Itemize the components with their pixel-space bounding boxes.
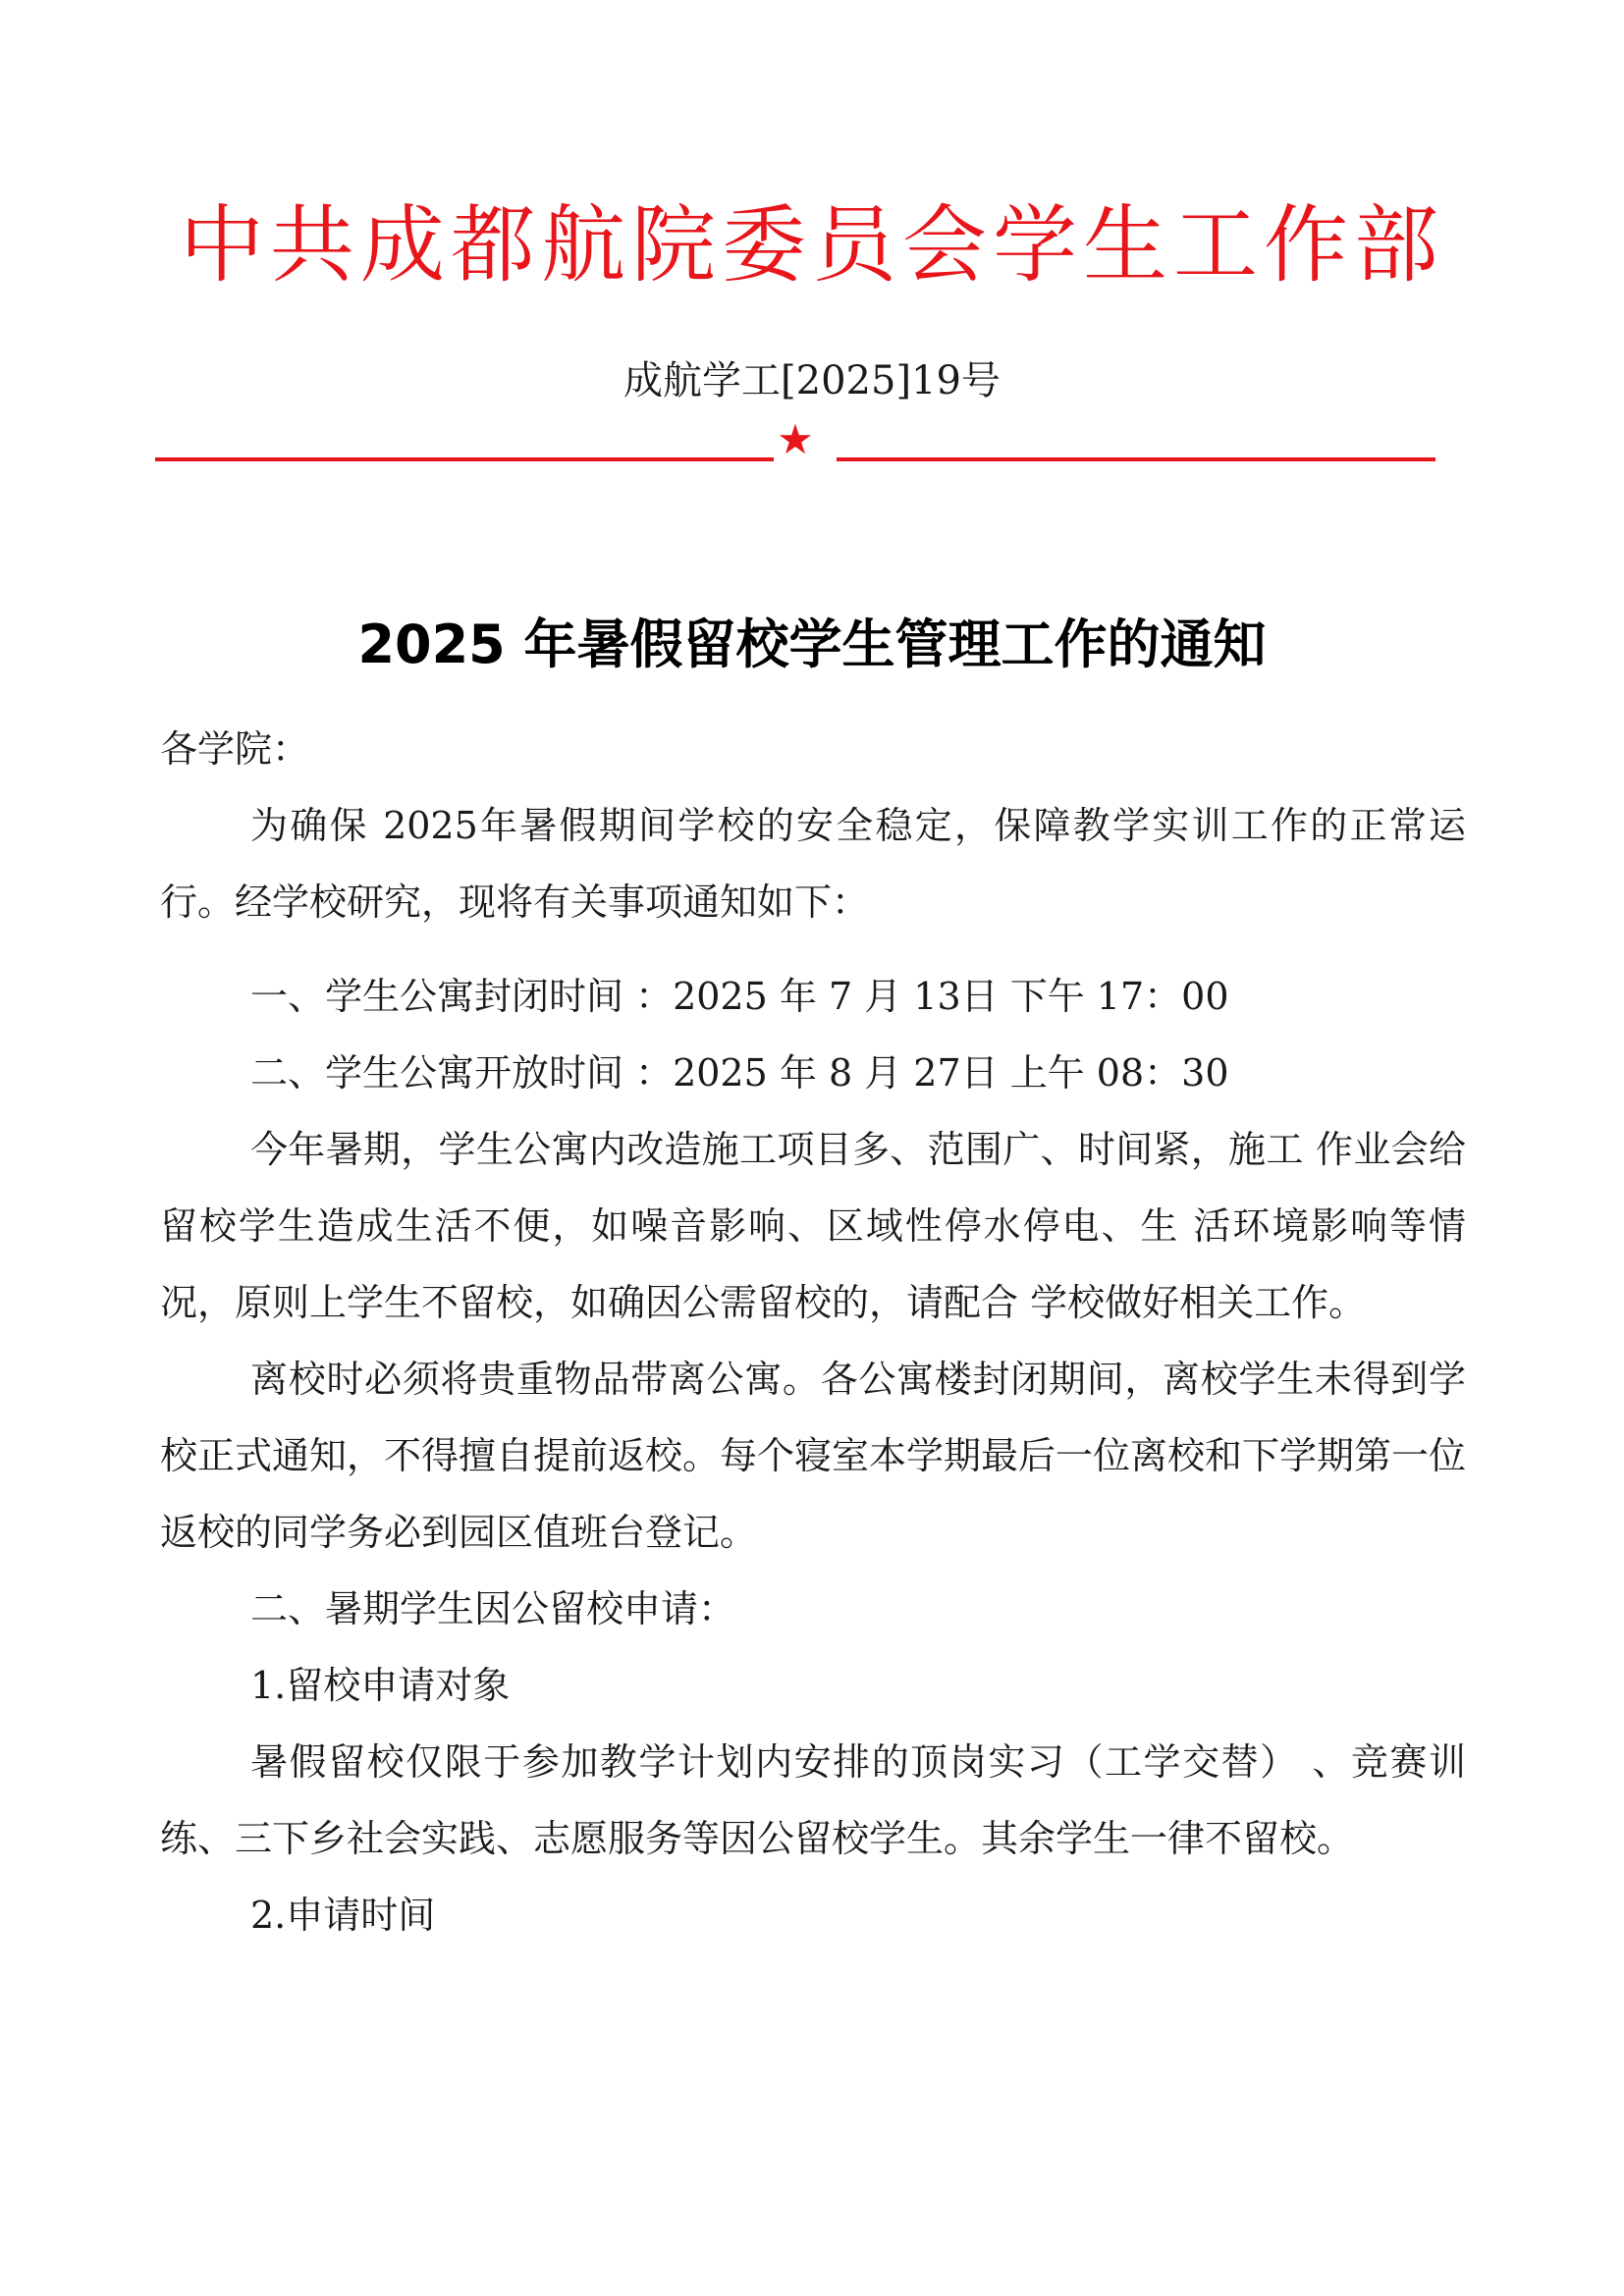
- notice-body: [160, 711, 1466, 1953]
- leaving-school-paragraph: 离校时必须将贵重物品带离公寓。各公寓楼封闭期间，离校学生未得到学校正式通知，不得擅自提前返校。每个寝室本学期最后一位离校和下学期第一位返校的同学务必到园区值班台登记。: [160, 1358, 1467, 1554]
- red-divider-right: [837, 457, 1435, 461]
- dorm-opening-time: 二、学生公寓开放时间 ：2025 年 8 月 27日 上午 08：30: [250, 1051, 1229, 1095]
- dorm-closing-time: 一、学生公寓封闭时间 ：2025 年 7 月 13日 下午 17：00: [250, 975, 1229, 1018]
- construction-paragraph: 今年暑期，学生公寓内改造施工项目多、范围广、时间紧，施工 作业会给留校学生造成生活不便，如噪音影响、区域性停水停电、生 活环境影响等情况，原则上学生不留校，如确因公需留校的，请配合 学校做好相关工作。: [160, 1128, 1466, 1324]
- star-icon: ★: [777, 415, 814, 463]
- salutation: 各学院：: [160, 727, 310, 771]
- section-heading-stay-application: 二、暑期学生因公留校申请：: [250, 1587, 736, 1630]
- subheading-application-time: 2.申请时间: [250, 1894, 436, 1937]
- issuing-organization: 中共成都航院委员会学生工作部: [180, 196, 1444, 294]
- red-divider-left: [155, 457, 774, 461]
- notice-title: 2025 年暑假留校学生管理工作的通知: [357, 614, 1267, 675]
- document-number: 成航学工[2025]19号: [623, 358, 1001, 403]
- intro-paragraph: 为确保 2025年暑假期间学校的安全稳定，保障教学实训工作的正常运行。经学校研究，现将有关事项通知如下：: [160, 804, 1466, 924]
- applicants-paragraph: 暑假留校仅限于参加教学计划内安排的顶岗实习（工学交替） 、竞赛训练、三下乡社会实践、志愿服务等因公留校学生。其余学生一律不留校。: [160, 1740, 1466, 1860]
- subheading-applicants: 1.留校申请对象: [250, 1664, 511, 1707]
